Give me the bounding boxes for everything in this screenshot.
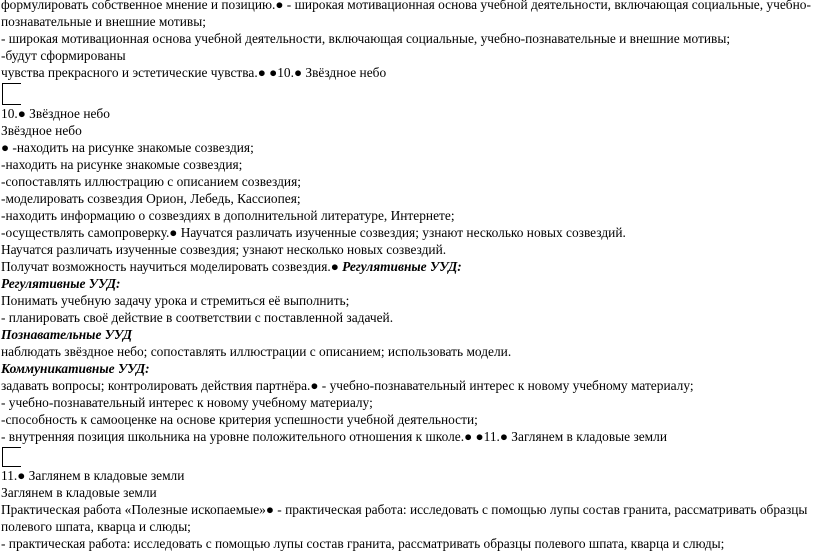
text-line: - практическая работа: исследовать с помощью лупы состав гранита, рассматривать образцы полевого шпата, кварца и слюды; [1,536,725,551]
section-heading: Регулятивные УУД: [342,259,462,274]
text-line: -находить информацию о созвездиях в дополнительной литературе, Интернете; [1,208,455,223]
section-heading: Познавательные УУД [1,327,132,342]
text-line: Практическая работа «Полезные ископаемые»● - практическая работа: исследовать с помощью лупы состав гранита, рассматривать образцы полевого шпата, кварца и слюды; [1,502,808,534]
text-line: формулировать собственное мнение и позицию.● - широкая мотивационная основа учебной деятельности, включающая социальные, учебно-познавательные и внешние мотивы; [1,0,811,29]
text-line: наблюдать звёздное небо; сопоставлять иллюстрации с описанием; использовать модели. [1,344,512,359]
lesson-heading: 10.● Звёздное небо [1,106,110,121]
text-line: - учебно-познавательный интерес к новому учебному материалу; [1,395,373,410]
text-line: - внутренняя позиция школьника на уровне положительного отношения к школе.● ●11.● Заглянем в кладовые земли [1,429,668,444]
text-line: -будут сформированы [1,48,126,63]
section-heading: Коммуникативные УУД: [1,361,150,376]
text-line: ● -находить на рисунке знакомые созвездия; [1,140,254,155]
text-line: - планировать своё действие в соответствии с поставленной задачей. [1,310,394,325]
text-line: -моделировать созвездия Орион, Лебедь, Кассиопея; [1,191,301,206]
document-body [1,0,812,552]
text-line: -способность к самооценке на основе критерия успешности учебной деятельности; [1,412,478,427]
lesson-title: Заглянем в кладовые земли [1,485,157,500]
text-line: Понимать учебную задачу урока и стремиться её выполнить; [1,293,350,308]
text-run: Получат возможность научиться моделировать созвездия.● [1,259,343,274]
text-line: -осуществлять самопроверку.● Научатся различать изученные созвездия; узнают несколько новых созвездий. [1,225,626,240]
text-line: - широкая мотивационная основа учебной деятельности, включающая социальные, учебно-познавательные и внешние мотивы; [1,31,731,46]
text-line: чувства прекрасного и эстетические чувства.● ●10.● Звёздное небо [1,65,387,80]
lesson-title: Звёздное небо [1,123,82,138]
empty-table-cell [2,447,21,467]
text-line: Научатся различать изученные созвездия; узнают несколько новых созвездий. [1,242,447,257]
text-line: задавать вопросы; контролировать действия партнёра.● - учебно-познавательный интерес к новому учебному материалу; [1,378,694,393]
lesson-heading: 11.● Заглянем в кладовые земли [1,468,185,483]
text-line [1,258,812,275]
empty-table-cell [2,83,21,105]
text-line: -сопоставлять иллюстрацию с описанием созвездия; [1,174,301,189]
text-line: -находить на рисунке знакомые созвездия; [1,157,243,172]
section-heading: Регулятивные УУД: [1,276,121,291]
